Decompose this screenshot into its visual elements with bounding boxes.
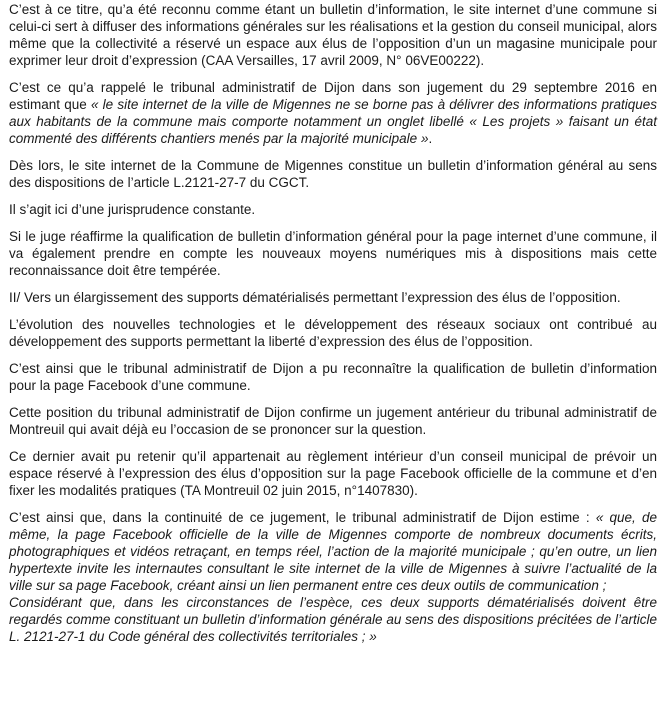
- paragraph-considering: [9, 594, 657, 645]
- paragraph-lead: C’est ce qu’a rappelé le tribunal administratif de Dijon dans son jugement du 29 septembre 2016 en estimant que: [9, 80, 657, 112]
- judgment-quote: « le site internet de la ville de Migennes ne se borne pas à délivrer des informations pratiques aux habitants de la commune mais comporte notamment un onglet libellé « Les projets » faisant un état commenté des différents chantiers menés par la majorité municipale »: [9, 97, 658, 146]
- estimate-quote: « que, de même, la page Facebook officielle de la ville de Migennes comporte de nombreux documents écrits, photographiques et vidéos retraçant, en temps réel, l’action de la majorité municipale ; qu’en outre, un lien hypertexte invite les internautes consultant le site internet de la ville de Migennes à suivre l’actualité de la ville sur sa page Facebook, créant ainsi un lien permanent entre ces deux outils de communication ;: [9, 510, 657, 593]
- paragraph-social-networks: L’évolution des nouvelles technologies et le développement des réseaux sociaux ont contribué au développement des supports permettant la liberté d’expression des élus de l’opposition.: [9, 317, 657, 349]
- paragraph-tail: .: [428, 131, 433, 146]
- paragraph-migennes-conclusion: Dès lors, le site internet de la Commune de Migennes constitue un bulletin d’information général au sens des dispositions de l’article L.2121-27-7 du CGCT.: [9, 158, 657, 190]
- paragraph-lead: C’est ainsi que, dans la continuité de ce jugement, le tribunal administratif de Dijon estime :: [9, 510, 596, 525]
- document-body: [0, 1, 669, 645]
- paragraph-constant-case-law: Il s’agit ici d’une jurisprudence constante.: [9, 202, 256, 217]
- paragraph-digital-means: Si le juge réaffirme la qualification de bulletin d’information général pour la page internet d’une commune, il va également prendre en compte les nouveaux moyens numériques mis à dispositions mais cette reconnaissance doit être tempérée.: [9, 229, 657, 278]
- considering-quote: Considérant que, dans les circonstances de l’espèce, ces deux supports dématérialisés doivent être regardés comme constituant un bulletin d’information générale au sens des dispositions précitées de l’article L. 2121-27-1 du Code général des collectivités territoriales ; »: [9, 595, 657, 644]
- paragraph-montreuil-ruling: Ce dernier avait pu retenir qu’il appartenait au règlement intérieur d’un conseil municipal de prévoir un espace réservé à l’expression des élus d’opposition sur la page Facebook officielle de la commune et d’en fixer les modalités pratiques (TA Montreuil 02 juin 2015, n°1407830).: [9, 449, 657, 498]
- paragraph-dijon-estimate: [9, 509, 657, 594]
- section-heading-ii: II/ Vers un élargissement des supports dématérialisés permettant l’expression des élus de l’opposition.: [9, 290, 621, 305]
- paragraph-website-bulletin: C’est à ce titre, qu’a été reconnu comme étant un bulletin d’information, le site internet d’une commune si celui-ci sert à diffuser des informations générales sur les réalisations et la gestion du conseil municipal, alors même que la collectivité a réservé un espace aux élus de l’opposition d’un un magasine municipale pour exprimer leur droit d’expression (CAA Versailles, 17 avril 2009, N° 06VE00222).: [9, 2, 657, 68]
- paragraph-montreuil-confirmation: Cette position du tribunal administratif de Dijon confirme un jugement antérieur du tribunal administratif de Montreuil qui avait déjà eu l’occasion de se prononcer sur la question.: [9, 405, 657, 437]
- paragraph-facebook-qualification: C’est ainsi que le tribunal administratif de Dijon a pu reconnaître la qualification de bulletin d’information pour la page Facebook d’une commune.: [9, 361, 657, 393]
- paragraph-dijon-judgment: [9, 79, 657, 147]
